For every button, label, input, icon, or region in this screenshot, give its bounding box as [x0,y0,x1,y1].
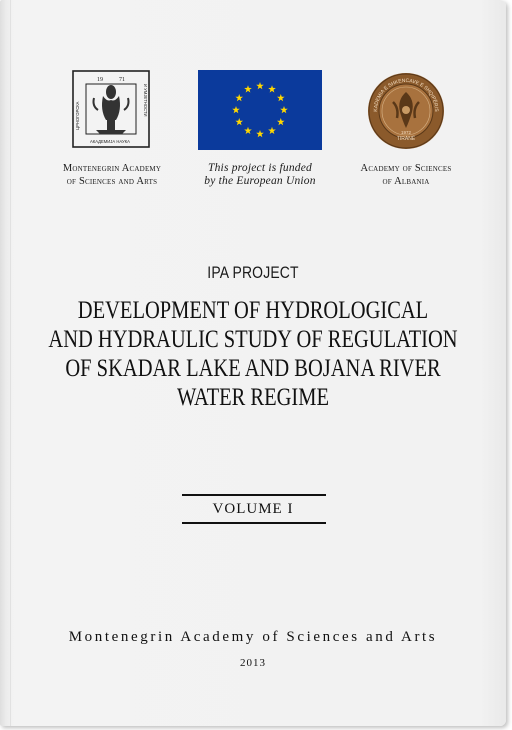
svg-text:ЦРНОГОРСКА: ЦРНОГОРСКА [75,101,80,130]
caption-line: Academy of Sciences [360,163,452,174]
eu-funding-caption [188,162,332,188]
spine-edge [10,0,11,726]
top-rule [182,494,326,496]
caption-line: of Sciences and Arts [66,176,158,187]
albania-academy-caption [334,162,478,188]
seal-year-right: 71 [119,77,125,83]
caption-line: Montenegrin Academy [62,163,162,174]
caption-line: This project is funded [208,162,312,174]
volume-label: VOLUME I [212,501,294,517]
title-line: DEVELOPMENT OF HYDROLOGICAL [77,297,429,324]
project-label: IPA PROJECT [207,263,299,282]
caption-line: of Albania [382,176,430,187]
caption-line: by the European Union [204,175,316,187]
seal-city: TIRANË [396,136,416,142]
book-title [46,296,461,412]
montenegrin-academy-caption [40,162,184,188]
publication-year: 2013 [240,657,266,669]
bottom-rule [182,522,326,524]
montenegrin-academy-seal-icon [72,70,150,148]
seal-year-left: 19 [97,77,103,83]
publisher: Montenegrin Academy of Sciences and Arts [68,629,438,645]
seal-year: 1972 [400,130,412,135]
title-line: WATER REGIME [176,384,330,411]
seal-ring-text: KADEMIA E SHKENCAVE E SHQIPËRIS [372,77,440,112]
eu-flag-icon [198,70,322,150]
svg-text:АКАДЕМИЈА НАУКА: АКАДЕМИЈА НАУКА [90,139,130,144]
svg-text:И УМЈЕТНОСТИ: И УМЈЕТНОСТИ [143,84,148,117]
title-line: OF SKADAR LAKE AND BOJANA RIVER [65,355,441,382]
title-line: AND HYDRAULIC STUDY OF REGULATION [48,326,458,353]
albania-academy-seal-icon [367,72,445,150]
